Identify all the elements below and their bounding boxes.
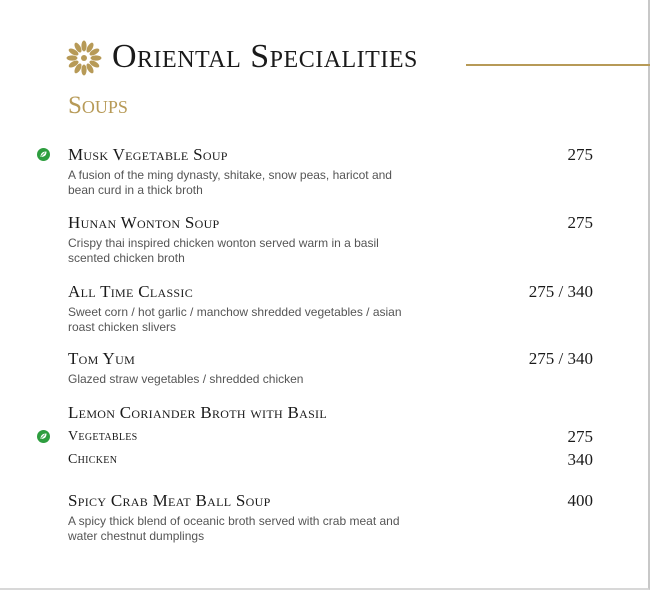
variant-price: 340	[567, 450, 593, 469]
menu-header	[66, 36, 650, 80]
page-title: Oriental Specialities	[112, 38, 418, 75]
item-description: Sweet corn / hot garlic / manchow shredded vegetables / asian roast chicken slivers	[68, 305, 402, 334]
item-variant	[68, 450, 593, 470]
menu-item	[68, 491, 593, 544]
menu-item	[68, 403, 593, 423]
item-description: Glazed straw vegetables / shredded chicken	[68, 372, 304, 386]
veg-leaf-icon	[37, 148, 50, 161]
item-name: Hunan Wonton Soup	[68, 213, 220, 232]
gold-flower-emblem-icon	[66, 40, 102, 76]
item-price: 275 / 340	[528, 282, 593, 301]
menu-item	[68, 349, 593, 387]
item-name: All Time Classic	[68, 282, 193, 301]
variant-price: 275	[567, 427, 593, 446]
menu-item	[68, 282, 593, 335]
section-heading: Soups	[68, 92, 128, 119]
title-divider	[466, 64, 650, 66]
item-name: Lemon Coriander Broth with Basil	[68, 403, 327, 422]
item-price: 275	[567, 145, 593, 164]
item-price: 275	[567, 213, 593, 232]
item-name: Tom Yum	[68, 349, 136, 368]
item-price: 400	[567, 491, 593, 510]
veg-leaf-icon	[37, 430, 50, 443]
item-description: Crispy thai inspired chicken wonton served warm in a basil scented chicken broth	[68, 236, 379, 265]
item-name: Spicy Crab Meat Ball Soup	[68, 491, 271, 510]
menu-item	[68, 145, 593, 198]
menu-item	[68, 213, 593, 266]
item-description: A fusion of the ming dynasty, shitake, snow peas, haricot and bean curd in a thick broth	[68, 168, 392, 197]
item-price: 275 / 340	[528, 349, 593, 368]
variant-name: Chicken	[68, 452, 118, 467]
item-variant	[68, 427, 593, 447]
variant-name: Vegetables	[68, 429, 138, 444]
item-description: A spicy thick blend of oceanic broth served with crab meat and water chestnut dumplings	[68, 514, 400, 543]
item-name: Musk Vegetable Soup	[68, 145, 228, 164]
